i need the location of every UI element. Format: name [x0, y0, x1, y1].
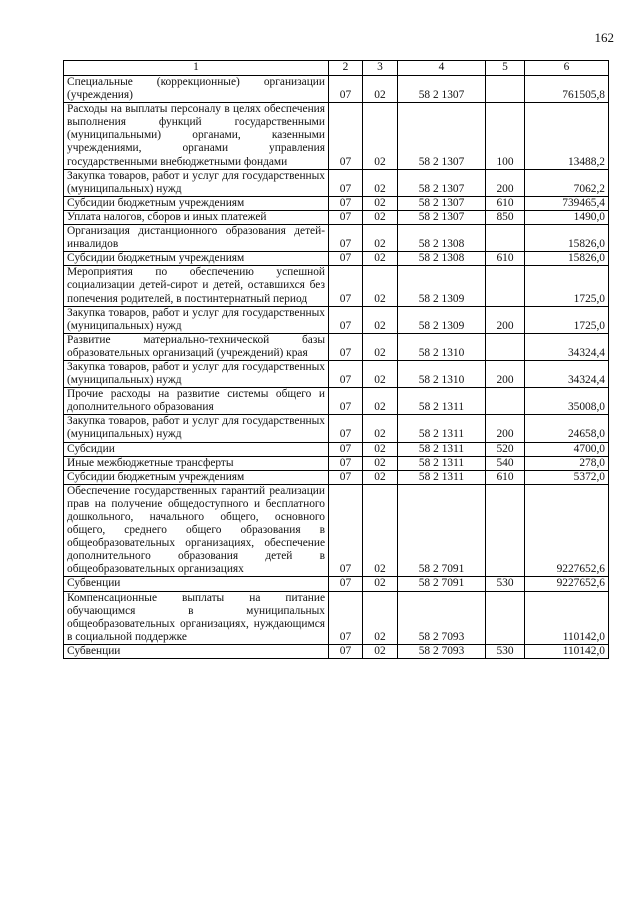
table-row — [64, 169, 609, 196]
expense-type-code: 610 — [486, 470, 525, 484]
amount: 110142,0 — [525, 591, 609, 644]
amount: 761505,8 — [525, 76, 609, 103]
expense-type-code — [486, 225, 525, 252]
section-code: 07 — [329, 210, 363, 224]
amount: 1725,0 — [525, 266, 609, 306]
row-description: Закупка товаров, работ и услуг для государственных (муниципальных) нужд — [64, 306, 329, 333]
table-row — [64, 196, 609, 210]
target-article-code: 58 2 1307 — [398, 103, 486, 169]
column-header-2: 2 — [329, 61, 363, 76]
row-description: Субсидии — [64, 442, 329, 456]
table-row — [64, 360, 609, 387]
subsection-code: 02 — [363, 591, 398, 644]
amount: 739465,4 — [525, 196, 609, 210]
expense-type-code: 850 — [486, 210, 525, 224]
subsection-code: 02 — [363, 252, 398, 266]
table-row — [64, 415, 609, 442]
table-row — [64, 103, 609, 169]
subsection-code: 02 — [363, 76, 398, 103]
section-code: 07 — [329, 266, 363, 306]
row-description: Уплата налогов, сборов и иных платежей — [64, 210, 329, 224]
subsection-code: 02 — [363, 306, 398, 333]
row-description: Закупка товаров, работ и услуг для государственных (муниципальных) нужд — [64, 415, 329, 442]
section-code: 07 — [329, 169, 363, 196]
section-code: 07 — [329, 644, 363, 658]
subsection-code: 02 — [363, 333, 398, 360]
row-description: Расходы на выплаты персоналу в целях обеспечения выполнения функций государственными (муниципальными) органами, казенными учреждениями, органами управления государственными внебюджетными фондами — [64, 103, 329, 169]
row-description: Компенсационные выплаты на питание обучающимся в муниципальных общеобразовательных организациях, нуждающимся в социальной поддержке — [64, 591, 329, 644]
table-body — [64, 76, 609, 659]
amount: 7062,2 — [525, 169, 609, 196]
amount: 13488,2 — [525, 103, 609, 169]
section-code: 07 — [329, 577, 363, 591]
expense-type-code — [486, 76, 525, 103]
section-code: 07 — [329, 252, 363, 266]
target-article-code: 58 2 1310 — [398, 360, 486, 387]
table-row — [64, 577, 609, 591]
target-article-code: 58 2 1307 — [398, 169, 486, 196]
table-row — [64, 333, 609, 360]
expense-type-code — [486, 388, 525, 415]
target-article-code: 58 2 1311 — [398, 388, 486, 415]
row-description: Субсидии бюджетным учреждениям — [64, 196, 329, 210]
target-article-code: 58 2 1311 — [398, 456, 486, 470]
subsection-code: 02 — [363, 577, 398, 591]
section-code: 07 — [329, 225, 363, 252]
expense-type-code: 200 — [486, 306, 525, 333]
amount: 1490,0 — [525, 210, 609, 224]
expense-type-code: 530 — [486, 577, 525, 591]
table-row — [64, 484, 609, 577]
row-description: Иные межбюджетные трансферты — [64, 456, 329, 470]
amount: 278,0 — [525, 456, 609, 470]
row-description: Прочие расходы на развитие системы общего и дополнительного образования — [64, 388, 329, 415]
section-code: 07 — [329, 306, 363, 333]
subsection-code: 02 — [363, 484, 398, 577]
row-description: Развитие материально-технической базы образовательных организаций (учреждений) края — [64, 333, 329, 360]
section-code: 07 — [329, 103, 363, 169]
amount: 9227652,6 — [525, 484, 609, 577]
target-article-code: 58 2 1307 — [398, 76, 486, 103]
expense-type-code: 200 — [486, 360, 525, 387]
section-code: 07 — [329, 415, 363, 442]
page-number: 162 — [594, 30, 614, 45]
expense-type-code — [486, 333, 525, 360]
budget-table — [63, 60, 609, 659]
target-article-code: 58 2 1311 — [398, 442, 486, 456]
row-description: Обеспечение государственных гарантий реализации прав на получение общедоступного и бесплатного дошкольного, начального общего, основного общего, среднего общего образования в общеобразовательных организациях, обеспечение дополнительного образования детей в общеобразовательных организациях — [64, 484, 329, 577]
expense-type-code: 200 — [486, 169, 525, 196]
subsection-code: 02 — [363, 196, 398, 210]
amount: 24658,0 — [525, 415, 609, 442]
target-article-code: 58 2 1308 — [398, 225, 486, 252]
amount: 34324,4 — [525, 360, 609, 387]
expense-type-code — [486, 266, 525, 306]
row-description: Субсидии бюджетным учреждениям — [64, 470, 329, 484]
target-article-code: 58 2 1307 — [398, 196, 486, 210]
subsection-code: 02 — [363, 225, 398, 252]
table-header — [64, 61, 609, 76]
subsection-code: 02 — [363, 456, 398, 470]
column-header-5: 5 — [486, 61, 525, 76]
table-row — [64, 591, 609, 644]
table-row — [64, 76, 609, 103]
table-row — [64, 442, 609, 456]
subsection-code: 02 — [363, 210, 398, 224]
table-row — [64, 252, 609, 266]
amount: 110142,0 — [525, 644, 609, 658]
target-article-code: 58 2 7091 — [398, 577, 486, 591]
section-code: 07 — [329, 591, 363, 644]
column-header-6: 6 — [525, 61, 609, 76]
row-description: Закупка товаров, работ и услуг для государственных (муниципальных) нужд — [64, 169, 329, 196]
subsection-code: 02 — [363, 388, 398, 415]
section-code: 07 — [329, 388, 363, 415]
amount: 35008,0 — [525, 388, 609, 415]
row-description: Организация дистанционного образования детей-инвалидов — [64, 225, 329, 252]
expense-type-code: 520 — [486, 442, 525, 456]
row-description: Закупка товаров, работ и услуг для государственных (муниципальных) нужд — [64, 360, 329, 387]
section-code: 07 — [329, 76, 363, 103]
expense-type-code: 200 — [486, 415, 525, 442]
target-article-code: 58 2 1309 — [398, 266, 486, 306]
column-header-1: 1 — [64, 61, 329, 76]
target-article-code: 58 2 1307 — [398, 210, 486, 224]
subsection-code: 02 — [363, 442, 398, 456]
table-row — [64, 644, 609, 658]
column-header-3: 3 — [363, 61, 398, 76]
subsection-code: 02 — [363, 644, 398, 658]
target-article-code: 58 2 1309 — [398, 306, 486, 333]
section-code: 07 — [329, 456, 363, 470]
expense-type-code — [486, 484, 525, 577]
table-row — [64, 388, 609, 415]
subsection-code: 02 — [363, 266, 398, 306]
row-description: Специальные (коррекционные) организации (учреждения) — [64, 76, 329, 103]
target-article-code: 58 2 1311 — [398, 415, 486, 442]
subsection-code: 02 — [363, 103, 398, 169]
expense-type-code: 100 — [486, 103, 525, 169]
expense-type-code: 610 — [486, 196, 525, 210]
target-article-code: 58 2 7093 — [398, 591, 486, 644]
table-row — [64, 210, 609, 224]
expense-type-code: 540 — [486, 456, 525, 470]
amount: 1725,0 — [525, 306, 609, 333]
target-article-code: 58 2 1310 — [398, 333, 486, 360]
target-article-code: 58 2 7093 — [398, 644, 486, 658]
amount: 5372,0 — [525, 470, 609, 484]
amount: 15826,0 — [525, 252, 609, 266]
subsection-code: 02 — [363, 169, 398, 196]
row-description: Субвенции — [64, 577, 329, 591]
target-article-code: 58 2 1308 — [398, 252, 486, 266]
table-row — [64, 266, 609, 306]
row-description: Субвенции — [64, 644, 329, 658]
section-code: 07 — [329, 484, 363, 577]
expense-type-code — [486, 591, 525, 644]
amount: 9227652,6 — [525, 577, 609, 591]
section-code: 07 — [329, 470, 363, 484]
expense-type-code: 610 — [486, 252, 525, 266]
target-article-code: 58 2 7091 — [398, 484, 486, 577]
table-row — [64, 470, 609, 484]
subsection-code: 02 — [363, 470, 398, 484]
section-code: 07 — [329, 360, 363, 387]
column-header-4: 4 — [398, 61, 486, 76]
table-row — [64, 225, 609, 252]
section-code: 07 — [329, 442, 363, 456]
amount: 4700,0 — [525, 442, 609, 456]
table-row — [64, 306, 609, 333]
amount: 15826,0 — [525, 225, 609, 252]
target-article-code: 58 2 1311 — [398, 470, 486, 484]
row-description: Субсидии бюджетным учреждениям — [64, 252, 329, 266]
header-row — [64, 61, 609, 76]
amount: 34324,4 — [525, 333, 609, 360]
table-row — [64, 456, 609, 470]
section-code: 07 — [329, 333, 363, 360]
subsection-code: 02 — [363, 360, 398, 387]
expense-type-code: 530 — [486, 644, 525, 658]
row-description: Мероприятия по обеспечению успешной социализации детей-сирот и детей, оставшихся без попечения родителей, в постинтернатный период — [64, 266, 329, 306]
subsection-code: 02 — [363, 415, 398, 442]
section-code: 07 — [329, 196, 363, 210]
